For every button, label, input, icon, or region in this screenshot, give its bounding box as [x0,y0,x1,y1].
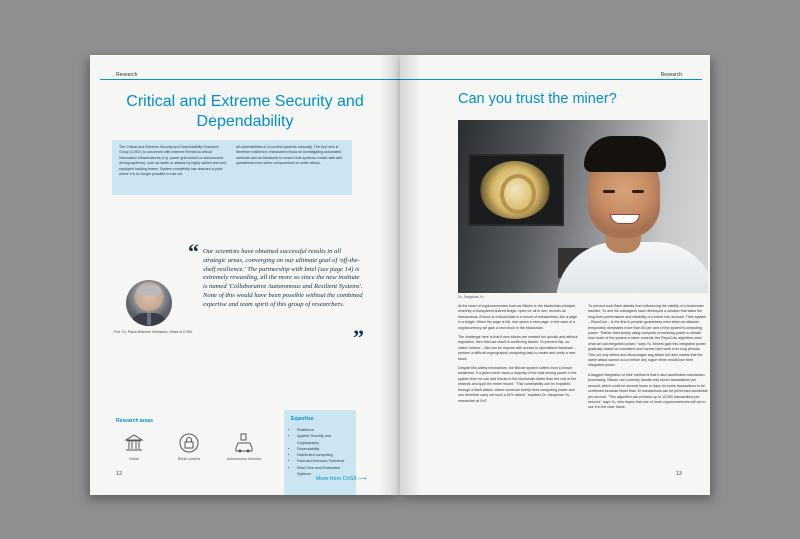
header-rule [400,79,702,80]
left-page [90,55,400,495]
more-link[interactable] [316,476,366,482]
header-rule [100,79,400,80]
page-number: 12 [116,471,123,477]
research-area-label: Voltair [129,457,139,461]
research-areas-heading: Research areas [116,418,153,424]
more-link-label: More from CriSX [316,476,357,482]
expertise-heading: Expertise [291,416,314,422]
pull-quote: Our scientists have obtained successful results in all strategic areas, converging on our ultimate goal of 'off-the-shelf resilience.' The partnership with Intel (see page 14) is extremely rewarding, all the more so since the new institute is named 'Collaborative Autonomous and Resilient Systems'. None of this would have been possible without the combined expertise and team spirit of this group of researchers. [203,248,363,308]
expertise-item: • Distributed computing [297,452,349,458]
body-text [458,304,708,415]
text-column-1 [458,304,578,415]
text-column-2 [588,304,708,415]
expertise-item: • Dependability [297,446,349,452]
arrow-right-icon: ⟶ [358,476,367,482]
article-photo [458,120,708,293]
article-title: Critical and Extreme Security and Dependability [126,93,364,130]
research-area-item [169,432,209,462]
paragraph: To prevent such flash attacks from influencing the validity of a blockchain transfer, Yu and his colleagues have developed a solution that takes the long-term performance and reliability of a miner into account. Their system – RepuCoin – is the first to provide guarantees even when an attacker temporarily dominates more than 50 per cent of the system's computing power. "Rather than simply using computer processing power to dictate how much of the system a miner controls, the RepuCoin algorithm uses what we call integrated power," says Yu. Miners gain this integrated power gradually based on consistent and honest hard work over long periods. This not only deters and discourages any attack but also means that the same attack cannot occur before any rogue miner would lose their integrated power. [588,304,707,368]
intro-box [112,140,352,195]
article-title: Can you trust the miner? [458,91,617,107]
open-quote-mark: “ [188,239,199,264]
paragraph: A flagged integration of their method is that it also accelerates transaction processing. Bitcoin can currently handle only seven transactions per second, which could be several hours or days for some transactions to be confirmed because fewer than 10 transactions can be performed worldwide per second. "This algorithm can process up to 10,000 transactions per second," says Yu, who hopes that one or more cryptocurrencies will opt to use it in the near future. [588,372,708,410]
paragraph: Despite this safety mechanism, the Bitcoin system suffers from a known weakness. If a given miner owns a majority of the total mining power in the system then he can add blocks to the blockchain faster than the rest of the network and spoil the entire record. "This vulnerability can be exploited through a flash attack, where someone briefly hires computing power and can therefore carry out such a 51% attack," explains Dr. Jiangshan Yu, researcher at SnT. [458,366,577,403]
paragraph: The challenge here is that if new blocks are created too quickly and without regulation, then this can result in conflicting blocks. To prevent this, so-called 'miners' – this can be anyone with access to specialised hardware – perform a difficult cryptographic computing task to create and verify a new block. [458,335,578,361]
expertise-item: • Fault and Intrusion Tolerance [297,458,349,464]
research-area-label: Autonomous Vehicles [226,457,262,461]
running-head: Research [116,72,138,78]
portrait-caption: Prof. Dr. Paulo Esteves Veríssimo, Head of CriSX [113,330,193,334]
close-quote-mark: ” [353,325,364,350]
gutter-shadow [400,55,422,495]
right-page [400,55,710,495]
building-icon [123,432,145,454]
expertise-item: • Real-Time and Embedded Systems [297,465,349,478]
intro-column-2: all vulnerabilities or to protect systems manually. The key here is therefore resilience; researchers focus on investigating automated methods and architectures to ensure that systems remain safe and operational even when compromised or under attack. [236,145,343,166]
gutter-shadow [378,55,400,495]
paragraph: At the heart of cryptocurrencies such as Bitcoin is the blockchain principle, whereby a transparent shared ledger, open for all to see, records all transactions. A block in a blockchain is a record of transactions, like a page in a ledger. When the page is full, one opens a new page. In the case of a cryptocurrency we gain a new block in the blockchain. [458,304,578,330]
photo-caption: Dr. Jiangshan Yu [458,295,484,299]
expertise-list [291,427,349,477]
research-area-label: Blikkt Lazarila [177,457,201,461]
lock-icon [178,432,200,454]
research-area-item [114,432,154,462]
car-icon [233,432,255,454]
intro-column-1: The Critical and Extreme Security and Dependability Research Group (CriSX) is concerned with extreme threats to critical information infrastructures (e.g. power grid control or autonomous driving systems), such as faults or attacks by highly skilled and well-equipped hacking teams. System complexity has reached a point where it is no longer possible to rule out [119,145,228,177]
expertise-box [284,410,356,495]
running-head: Research [660,72,682,78]
research-areas-icons [114,432,264,462]
portrait-photo [126,280,172,326]
page-number: 13 [675,471,682,477]
expertise-item: • Resilience [297,427,349,433]
expertise-item: • Applied Security and Cryptography [297,433,349,446]
research-area-item [224,432,264,462]
